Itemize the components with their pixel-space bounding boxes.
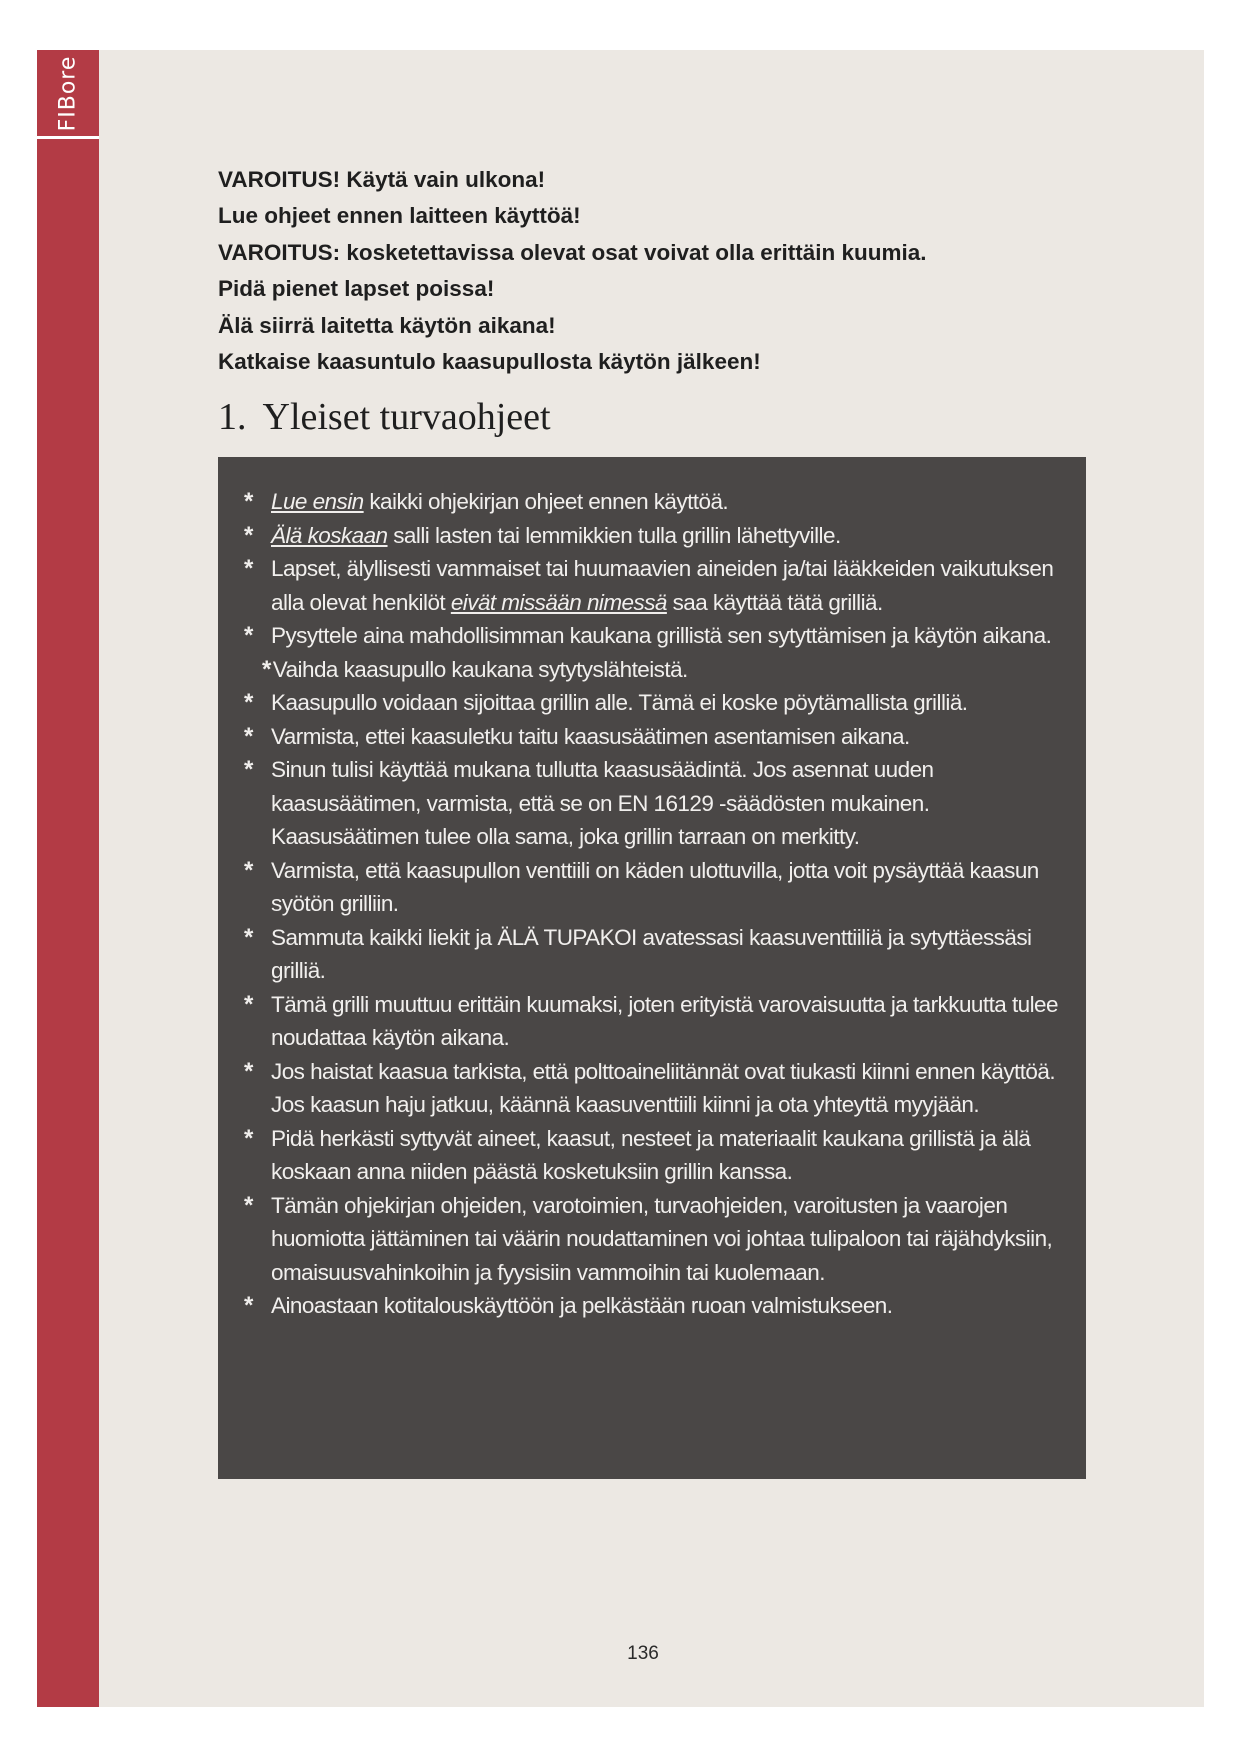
instruction-item (244, 720, 1074, 754)
safety-instructions-box (218, 457, 1086, 1479)
asterisk-bullet: * (244, 1124, 253, 1152)
instruction-item (244, 1289, 1074, 1323)
instruction-text: Varmista, ettei kaasuletku taitu kaasusäätimen asentamisen aikana. (271, 723, 910, 749)
asterisk-bullet: * (244, 622, 253, 649)
instruction-item (244, 653, 1074, 687)
warning-line: Katkaise kaasuntulo kaasupullosta käytön jälkeen! (218, 349, 761, 375)
instruction-emphasis: Lue ensin (271, 489, 364, 514)
instruction-text: Sammuta kaikki liekit ja ÄLÄ TUPAKOI avatessasi kaasuventtiiliä ja sytyttäessäsi grilliä. (271, 924, 1032, 983)
instruction-item (244, 485, 1074, 519)
asterisk-bullet: * (244, 923, 253, 951)
warning-line: Lue ohjeet ennen laitteen käyttöä! (218, 203, 581, 229)
asterisk-bullet: * (244, 555, 253, 582)
asterisk-bullet: * (244, 1292, 253, 1319)
side-color-bar (37, 50, 99, 1707)
instruction-item (244, 1189, 1074, 1290)
instruction-item (244, 686, 1074, 720)
warning-block (218, 162, 1118, 380)
instruction-item (244, 921, 1074, 988)
asterisk-bullet: * (244, 990, 253, 1018)
instruction-text: Vaihda kaasupullo kaukana sytytyslähteistä. (272, 656, 688, 682)
safety-instructions-list (244, 485, 1074, 1323)
instruction-item (244, 988, 1074, 1055)
instruction-text: Varmista, että kaasupullon venttiili on käden ulottuvilla, jotta voit pysäyttää kaasun syötön grilliin. (271, 857, 1039, 916)
instruction-text: Jos haistat kaasua tarkista, että polttoaineliitännät ovat tiukasti kiinni ennen käyttöä. Jos kaasun haju jatkuu, käännä kaasuventtiili kiinni ja ota yhteyttä myyjään. (271, 1058, 1056, 1117)
asterisk-bullet: * (244, 521, 253, 549)
instruction-text: kaikki ohjekirjan ohjeet ennen käyttöä. (363, 489, 729, 514)
warning-line: VAROITUS: kosketettavissa olevat osat voivat olla erittäin kuumia. (218, 239, 927, 265)
warning-line: VAROITUS! Käytä vain ulkona! (218, 167, 546, 192)
asterisk-bullet: * (244, 1057, 253, 1085)
instruction-item (244, 619, 1074, 653)
instruction-emphasis: Älä koskaan (271, 522, 388, 548)
instruction-item (244, 519, 1074, 553)
section-title: Yleiset turvaohjeet (262, 396, 551, 438)
instruction-text: Lapset, älyllisesti vammaiset tai huumaavien aineiden ja/tai lääkkeiden vaikutuksen alla olevat henkilöt (271, 556, 1054, 615)
page-number: 136 (627, 1643, 659, 1664)
asterisk-bullet: * (244, 488, 253, 515)
asterisk-bullet: * (262, 655, 271, 683)
asterisk-bullet: * (244, 689, 253, 716)
instruction-text: Tämän ohjekirjan ohjeiden, varotoimien, turvaohjeiden, varoitusten ja vaarojen huomiotta jättäminen tai väärin noudattaminen voi johtaa tulipaloon tai räjähdyksiin, omaisuusvahinkoihin ja fyysisiin vammoihin tai kuolemaan. (271, 1192, 1053, 1285)
asterisk-bullet: * (244, 722, 253, 750)
instruction-text: saa käyttää tätä grilliä. (666, 589, 883, 615)
instruction-text: Kaasupullo voidaan sijoittaa grillin alle. Tämä ei koske pöytämallista grilliä. (271, 690, 968, 715)
language-tab-label: FIBore (55, 55, 81, 131)
instruction-item (244, 1055, 1074, 1122)
instruction-item (244, 552, 1074, 619)
warning-line: Älä siirrä laitetta käytön aikana! (218, 312, 556, 338)
asterisk-bullet: * (244, 856, 253, 884)
instruction-text: Pysyttele aina mahdollisimman kaukana grillistä sen sytyttämisen ja käytön aikana. (271, 623, 1052, 648)
instruction-text: Pidä herkästi syttyvät aineet, kaasut, nesteet ja materiaalit kaukana grillistä ja älä koskaan anna niiden päästä kosketuksiin grillin kanssa. (271, 1125, 1031, 1184)
section-heading (218, 395, 551, 439)
instruction-text: Sinun tulisi käyttää mukana tullutta kaasusäädintä. Jos asennat uuden kaasusäätimen, varmista, että se on EN 16129 -säädösten mukainen. Kaasusäätimen tulee olla sama, joka grillin tarraan on merkitty. (271, 757, 934, 849)
warning-line: Pidä pienet lapset poissa! (218, 276, 495, 302)
instruction-text: Tämä grilli muuttuu erittäin kuumaksi, joten erityistä varovaisuutta ja tarkkuutta tulee noudattaa käytön aikana. (271, 991, 1058, 1050)
asterisk-bullet: * (244, 756, 253, 783)
instruction-text: salli lasten tai lemmikkien tulla grillin lähettyville. (387, 522, 841, 548)
instruction-emphasis: eivät missään nimessä (450, 589, 667, 615)
instruction-text: Ainoastaan kotitalouskäyttöön ja pelkästään ruoan valmistukseen. (271, 1293, 893, 1318)
section-number: 1. (218, 396, 247, 438)
instruction-item (244, 753, 1074, 854)
instruction-item (244, 854, 1074, 921)
language-tab (37, 50, 99, 139)
instruction-item (244, 1122, 1074, 1189)
asterisk-bullet: * (244, 1191, 253, 1219)
